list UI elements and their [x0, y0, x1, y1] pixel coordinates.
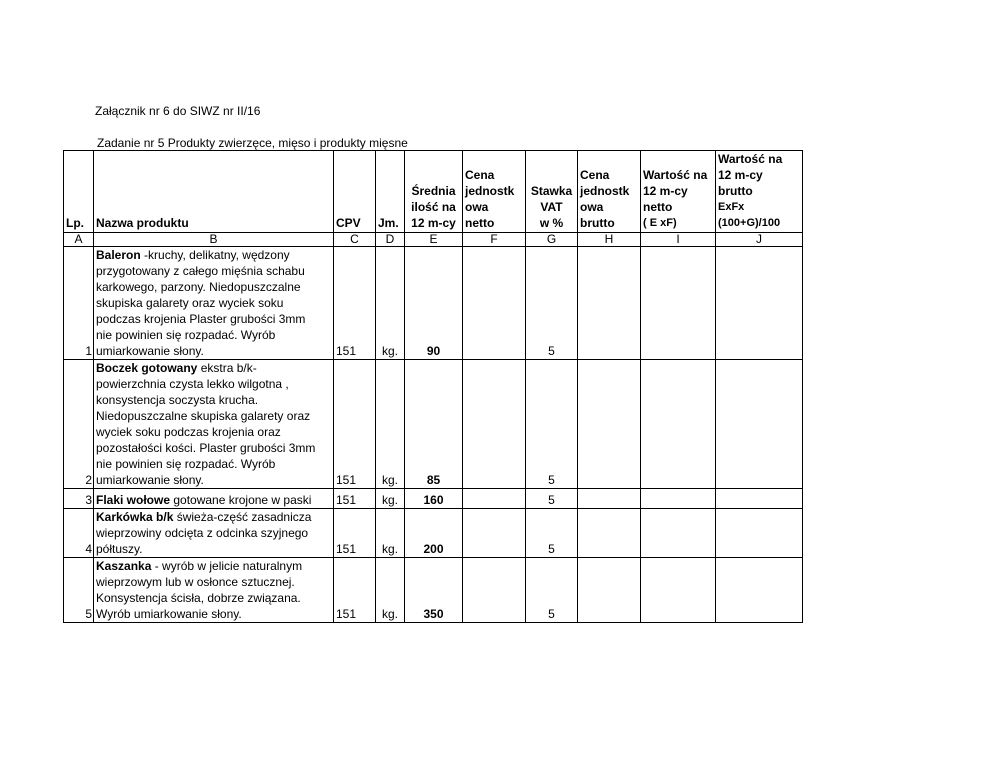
letter-j: J [716, 233, 803, 247]
row-value-gross[interactable] [716, 489, 803, 509]
row-unit: kg. [376, 489, 405, 509]
letter-a: A [64, 233, 94, 247]
col-lp-header: Lp. [64, 151, 94, 233]
row-unit: kg. [376, 247, 405, 360]
products-table [63, 150, 803, 623]
row-cpv: 151 [334, 489, 376, 509]
row-unit: kg. [376, 509, 405, 558]
table-row [64, 247, 803, 360]
letter-e: E [405, 233, 463, 247]
col-avg-qty-header: Średnia ilość na 12 m-cy [405, 151, 463, 233]
table-row [64, 360, 803, 489]
row-unit-gross-price[interactable] [578, 360, 641, 489]
row-value-net[interactable] [641, 558, 716, 623]
row-unit-net-price[interactable] [463, 247, 526, 360]
col-value-net-header: Wartość na 12 m-cy netto ( E xF) [641, 151, 716, 233]
letter-f: F [463, 233, 526, 247]
col-value-gross-header: Wartość na 12 m-cy brutto ExFx (100+G)/100 [716, 151, 803, 233]
row-value-net[interactable] [641, 360, 716, 489]
row-vat: 5 [526, 509, 578, 558]
row-unit-gross-price[interactable] [578, 489, 641, 509]
row-value-net[interactable] [641, 489, 716, 509]
row-value-gross[interactable] [716, 558, 803, 623]
column-letters-row [64, 233, 803, 247]
row-qty: 350 [405, 558, 463, 623]
product-description: Karkówka b/k świeża-część zasadnicza wieprzowiny odcięta z odcinka szyjnego półtuszy. [94, 509, 334, 558]
product-description: Flaki wołowe gotowane krojone w paski [94, 489, 334, 509]
table-row [64, 489, 803, 509]
row-unit-net-price[interactable] [463, 489, 526, 509]
row-vat: 5 [526, 360, 578, 489]
col-cpv-header: CPV [334, 151, 376, 233]
row-value-gross[interactable] [716, 247, 803, 360]
product-description: Kaszanka - wyrób w jelicie naturalnym wieprzowym lub w osłonce sztucznej. Konsystencja ścisła, dobrze związana. Wyrób umiarkowanie słony. [94, 558, 334, 623]
table-header-row [64, 151, 803, 233]
table-row [64, 558, 803, 623]
row-value-net[interactable] [641, 509, 716, 558]
letter-g: G [526, 233, 578, 247]
row-qty: 85 [405, 360, 463, 489]
row-lp: 1 [64, 247, 94, 360]
product-description: Boczek gotowany ekstra b/k- powierzchnia czysta lekko wilgotna , konsystencja soczysta krucha. Niedopuszczalne skupiska galarety oraz wyciek soku podczas krojenia oraz pozostałości kości. Plaster grubości 3mm nie powinien się rozpadać. Wyrób umiarkowanie słony. [94, 360, 334, 489]
product-description: Baleron -kruchy, delikatny, wędzony przygotowany z całego mięśnia schabu karkowego, parzony. Niedopuszczalne skupiska galarety oraz wyciek soku podczas krojenia Plaster grubości 3mm nie powinien się rozpadać. Wyrób umiarkowanie słony. [94, 247, 334, 360]
task-title: Zadanie nr 5 Produkty zwierzęce, mięso i produkty mięsne [97, 136, 408, 150]
col-unit-net-price-header: Cena jednostk owa netto [463, 151, 526, 233]
letter-h: H [578, 233, 641, 247]
row-unit-net-price[interactable] [463, 509, 526, 558]
attachment-title: Załącznik nr 6 do SIWZ nr II/16 [95, 104, 261, 118]
row-cpv: 151 [334, 509, 376, 558]
row-lp: 2 [64, 360, 94, 489]
col-unit-gross-price-header: Cena jednostk owa brutto [578, 151, 641, 233]
row-qty: 160 [405, 489, 463, 509]
letter-c: C [334, 233, 376, 247]
letter-i: I [641, 233, 716, 247]
row-lp: 4 [64, 509, 94, 558]
row-vat: 5 [526, 247, 578, 360]
row-unit-net-price[interactable] [463, 360, 526, 489]
row-cpv: 151 [334, 360, 376, 489]
row-lp: 3 [64, 489, 94, 509]
letter-d: D [376, 233, 405, 247]
row-value-gross[interactable] [716, 509, 803, 558]
letter-b: B [94, 233, 334, 247]
row-vat: 5 [526, 489, 578, 509]
row-cpv: 151 [334, 247, 376, 360]
row-qty: 200 [405, 509, 463, 558]
row-vat: 5 [526, 558, 578, 623]
row-unit: kg. [376, 558, 405, 623]
row-value-gross[interactable] [716, 360, 803, 489]
row-value-net[interactable] [641, 247, 716, 360]
row-lp: 5 [64, 558, 94, 623]
row-unit-gross-price[interactable] [578, 558, 641, 623]
row-qty: 90 [405, 247, 463, 360]
row-cpv: 151 [334, 558, 376, 623]
row-unit-gross-price[interactable] [578, 509, 641, 558]
row-unit-gross-price[interactable] [578, 247, 641, 360]
row-unit: kg. [376, 360, 405, 489]
col-name-header: Nazwa produktu [94, 151, 334, 233]
row-unit-net-price[interactable] [463, 558, 526, 623]
col-unit-header: Jm. [376, 151, 405, 233]
table-row [64, 509, 803, 558]
col-vat-header: Stawka VAT w % [526, 151, 578, 233]
